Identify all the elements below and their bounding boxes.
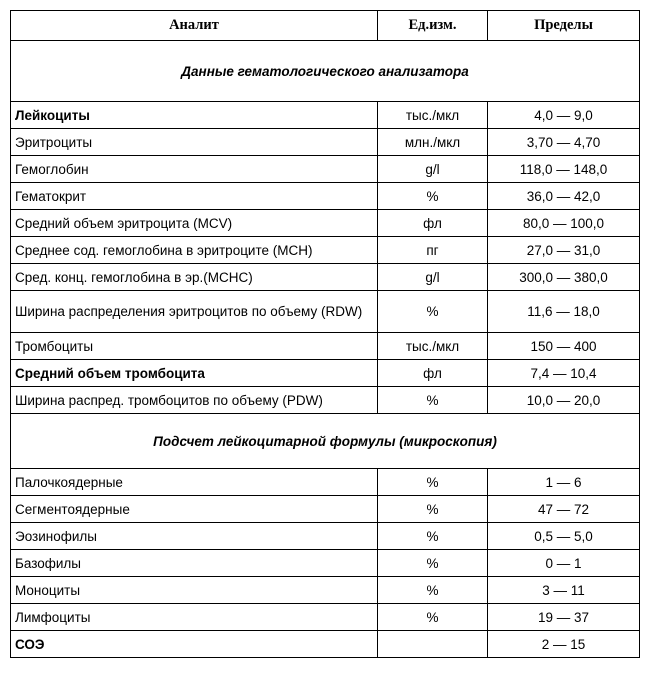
range-cell: 2 — 15 bbox=[488, 631, 640, 658]
analyte-cell: Базофилы bbox=[11, 550, 378, 577]
table-row bbox=[11, 523, 640, 550]
unit-cell: % bbox=[378, 291, 488, 333]
unit-cell: пг bbox=[378, 237, 488, 264]
header-row bbox=[11, 11, 640, 41]
analyte-cell: Эритроциты bbox=[11, 129, 378, 156]
range-cell: 1 — 6 bbox=[488, 469, 640, 496]
unit-cell: фл bbox=[378, 210, 488, 237]
header-analyte: Аналит bbox=[11, 11, 378, 41]
range-cell: 10,0 — 20,0 bbox=[488, 387, 640, 414]
analyte-cell: Тромбоциты bbox=[11, 333, 378, 360]
analyte-cell: Сегментоядерные bbox=[11, 496, 378, 523]
table-row bbox=[11, 102, 640, 129]
section-row bbox=[11, 414, 640, 469]
range-cell: 0,5 — 5,0 bbox=[488, 523, 640, 550]
analyte-cell: Гемоглобин bbox=[11, 156, 378, 183]
unit-cell: % bbox=[378, 577, 488, 604]
range-cell: 11,6 — 18,0 bbox=[488, 291, 640, 333]
analyte-cell: Лимфоциты bbox=[11, 604, 378, 631]
table-row bbox=[11, 360, 640, 387]
analyte-cell: Ширина распределения эритроцитов по объему (RDW) bbox=[11, 291, 378, 333]
unit-cell: тыс./мкл bbox=[378, 102, 488, 129]
range-cell: 4,0 — 9,0 bbox=[488, 102, 640, 129]
unit-cell: % bbox=[378, 387, 488, 414]
table-row bbox=[11, 333, 640, 360]
table-row bbox=[11, 387, 640, 414]
analyte-cell: Лейкоциты bbox=[11, 102, 378, 129]
unit-cell: % bbox=[378, 523, 488, 550]
section-row bbox=[11, 41, 640, 102]
range-cell: 3,70 — 4,70 bbox=[488, 129, 640, 156]
table-row bbox=[11, 631, 640, 658]
table-row bbox=[11, 210, 640, 237]
unit-cell: фл bbox=[378, 360, 488, 387]
table-row bbox=[11, 237, 640, 264]
table-row bbox=[11, 577, 640, 604]
table-row bbox=[11, 183, 640, 210]
table-row bbox=[11, 156, 640, 183]
analyte-cell: Сред. конц. гемоглобина в эр.(MCHC) bbox=[11, 264, 378, 291]
range-cell: 80,0 — 100,0 bbox=[488, 210, 640, 237]
table-row bbox=[11, 550, 640, 577]
unit-cell: % bbox=[378, 550, 488, 577]
analyte-cell: Гематокрит bbox=[11, 183, 378, 210]
analyte-cell: СОЭ bbox=[11, 631, 378, 658]
reference-ranges-table bbox=[10, 10, 640, 658]
table-row bbox=[11, 264, 640, 291]
range-cell: 150 — 400 bbox=[488, 333, 640, 360]
unit-cell: % bbox=[378, 183, 488, 210]
unit-cell: g/l bbox=[378, 264, 488, 291]
range-cell: 47 — 72 bbox=[488, 496, 640, 523]
table-row bbox=[11, 129, 640, 156]
range-cell: 118,0 — 148,0 bbox=[488, 156, 640, 183]
range-cell: 19 — 37 bbox=[488, 604, 640, 631]
unit-cell: g/l bbox=[378, 156, 488, 183]
analyte-cell: Среднее сод. гемоглобина в эритроците (MCH) bbox=[11, 237, 378, 264]
section-title-hematology: Данные гематологического анализатора bbox=[11, 41, 640, 102]
table-row bbox=[11, 604, 640, 631]
section-title-microscopy: Подсчет лейкоцитарной формулы (микроскопия) bbox=[11, 414, 640, 469]
analyte-cell: Средний объем эритроцита (MCV) bbox=[11, 210, 378, 237]
unit-cell: тыс./мкл bbox=[378, 333, 488, 360]
range-cell: 0 — 1 bbox=[488, 550, 640, 577]
analyte-cell: Палочкоядерные bbox=[11, 469, 378, 496]
analyte-cell: Ширина распред. тромбоцитов по объему (PDW) bbox=[11, 387, 378, 414]
analyte-cell: Эозинофилы bbox=[11, 523, 378, 550]
unit-cell: % bbox=[378, 469, 488, 496]
analyte-cell: Моноциты bbox=[11, 577, 378, 604]
unit-cell: млн./мкл bbox=[378, 129, 488, 156]
unit-cell: % bbox=[378, 496, 488, 523]
table-row bbox=[11, 291, 640, 333]
range-cell: 27,0 — 31,0 bbox=[488, 237, 640, 264]
unit-cell: % bbox=[378, 604, 488, 631]
header-range: Пределы bbox=[488, 11, 640, 41]
range-cell: 3 — 11 bbox=[488, 577, 640, 604]
unit-cell bbox=[378, 631, 488, 658]
header-unit: Ед.изм. bbox=[378, 11, 488, 41]
table-row bbox=[11, 496, 640, 523]
analyte-cell: Средний объем тромбоцита bbox=[11, 360, 378, 387]
range-cell: 7,4 — 10,4 bbox=[488, 360, 640, 387]
range-cell: 36,0 — 42,0 bbox=[488, 183, 640, 210]
table-row bbox=[11, 469, 640, 496]
range-cell: 300,0 — 380,0 bbox=[488, 264, 640, 291]
